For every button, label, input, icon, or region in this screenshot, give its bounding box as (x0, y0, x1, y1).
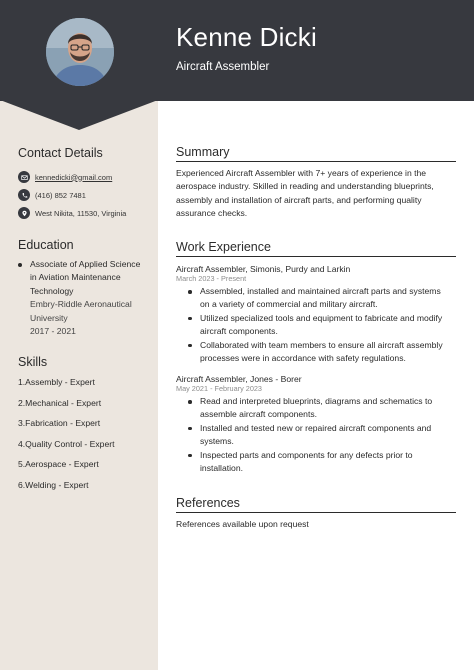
contact-email-row[interactable] (18, 171, 112, 183)
skill-item: 5.Aerospace - Expert (18, 459, 99, 469)
address: West Nikita, 11530, Virginia (35, 208, 127, 218)
summary-line: Experienced Aircraft Assembler with 7+ years of experience in the (176, 168, 427, 178)
degree-line: in Aviation Maintenance (30, 272, 121, 283)
job-title-company: Aircraft Assembler, Jones - Borer (176, 374, 302, 384)
skill-item: 2.Mechanical - Expert (18, 398, 102, 408)
summary-line: assembly and installation of aircraft parts, and performing quality (176, 194, 422, 205)
school-line: University (30, 312, 68, 323)
contact-heading: Contact Details (18, 146, 103, 160)
job-bullet: Collaborated with team members to ensure all aircraft assembly processes were in accordance with safety regulations. (176, 339, 456, 366)
job-title-company: Aircraft Assembler, Simonis, Purdy and Larkin (176, 264, 351, 274)
contact-phone-row (18, 189, 86, 201)
job-bullet: Inspected parts and components for any defects prior to installation. (176, 449, 456, 476)
education-entry (30, 258, 152, 338)
skills-heading: Skills (18, 355, 48, 369)
education-heading: Education (18, 238, 74, 252)
skill-item: 3.Fabrication - Expert (18, 418, 101, 428)
header-chevron-shape (0, 100, 158, 130)
job-bullets (176, 285, 456, 365)
location-pin-icon (18, 207, 30, 219)
envelope-icon (18, 171, 30, 183)
job-bullet: Utilized specialized tools and equipment to fabricate and modify aircraft components. (176, 312, 456, 339)
email-link[interactable]: kennedicki@gmail.com (35, 172, 113, 182)
references-text: References available upon request (176, 519, 309, 529)
work-experience-heading: Work Experience (176, 240, 456, 257)
job-bullet: Assembled, installed and maintained aircraft parts and systems on a variety of commercial and military aircraft. (176, 285, 456, 312)
job-dates: March 2023 - Present (176, 274, 247, 283)
candidate-name: Kenne Dicki (176, 22, 317, 52)
summary-line: aerospace industry. Skilled in reading and understanding blueprints, (176, 181, 434, 192)
skill-item: 6.Welding - Expert (18, 480, 89, 490)
phone-number: (416) 852 7481 (35, 190, 86, 200)
summary-heading: Summary (176, 145, 456, 162)
job-bullets (176, 395, 456, 475)
skill-item: 4.Quality Control - Expert (18, 439, 115, 449)
contact-address-row (18, 207, 126, 219)
job-dates: May 2021 - February 2023 (176, 384, 262, 393)
job-entry (176, 374, 456, 475)
summary-text (176, 167, 456, 221)
phone-icon (18, 189, 30, 201)
summary-line: assurance checks. (176, 208, 248, 219)
candidate-title: Aircraft Assembler (176, 61, 270, 73)
school-line: Embry-Riddle Aeronautical (30, 299, 132, 310)
degree-line: Associate of Applied Science (30, 259, 141, 269)
profile-photo (46, 18, 114, 86)
education-bullet (18, 263, 22, 267)
job-entry (176, 264, 456, 365)
job-bullet: Read and interpreted blueprints, diagrams and schematics to assemble aircraft components. (176, 395, 456, 422)
references-heading: References (176, 496, 456, 513)
education-years: 2017 - 2021 (30, 326, 76, 337)
job-bullet: Installed and tested new or repaired aircraft components and systems. (176, 422, 456, 449)
degree-line: Technology (30, 285, 74, 296)
skill-item: 1.Assembly - Expert (18, 377, 95, 387)
